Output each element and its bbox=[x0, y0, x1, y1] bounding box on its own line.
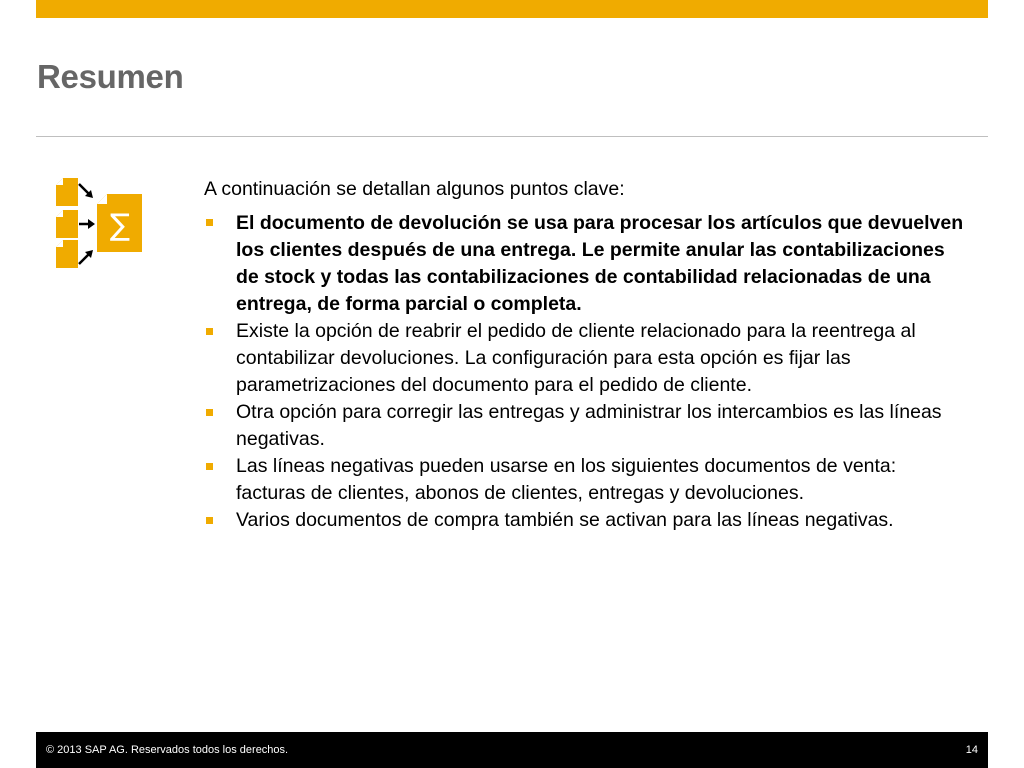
document-icon-3 bbox=[56, 240, 78, 268]
top-accent-bar bbox=[36, 0, 988, 18]
bullet-text: Otra opción para corregir las entregas y administrar los intercambios es las líneas negativas. bbox=[236, 401, 942, 450]
document-icon-1 bbox=[56, 178, 78, 206]
documents-to-summary-icon bbox=[56, 178, 148, 274]
bullet-text: Varios documentos de compra también se activan para las líneas negativas. bbox=[236, 509, 894, 531]
svg-text:∑: ∑ bbox=[109, 208, 131, 243]
bullet-item bbox=[204, 453, 964, 507]
bullet-square-icon bbox=[206, 409, 213, 416]
bullet-text: El documento de devolución se usa para procesar los artículos que devuelven los clientes después de una entrega. Le permite anular las contabilizaciones de stock y todas las contabilizaciones de contabilidad relacionadas de una entrega, de forma parcial o completa. bbox=[236, 212, 964, 315]
title-divider bbox=[36, 136, 988, 137]
page-number: 14 bbox=[965, 744, 978, 756]
slide-title: Resumen bbox=[37, 58, 184, 95]
sigma-document-icon bbox=[97, 194, 142, 252]
bullet-item bbox=[204, 318, 964, 399]
bullet-list bbox=[204, 210, 964, 534]
bullet-square-icon bbox=[206, 517, 213, 524]
bullet-item bbox=[204, 399, 964, 453]
bullet-square-icon bbox=[206, 328, 213, 335]
bullet-item bbox=[204, 507, 964, 534]
bullet-item bbox=[204, 210, 964, 318]
bullet-square-icon bbox=[206, 219, 213, 226]
footer-bar bbox=[36, 732, 988, 768]
bullet-text: Existe la opción de reabrir el pedido de cliente relacionado para la reentrega al contabilizar devoluciones. La configuración para esta opción es fijar las parametrizaciones del documento para el pedido de cliente. bbox=[236, 320, 916, 396]
document-icon-2 bbox=[56, 210, 78, 238]
copyright-text: © 2013 SAP AG. Reservados todos los derechos. bbox=[46, 744, 289, 756]
arrow-icon-1 bbox=[79, 184, 93, 198]
bullet-text: Las líneas negativas pueden usarse en los siguientes documentos de venta: facturas de clientes, abonos de clientes, entregas y devoluciones. bbox=[236, 455, 897, 504]
intro-text: A continuación se detallan algunos puntos clave: bbox=[204, 178, 625, 200]
arrow-icon-2 bbox=[79, 219, 95, 229]
bullet-square-icon bbox=[206, 463, 213, 470]
arrow-icon-3 bbox=[79, 250, 93, 264]
slide-content bbox=[204, 176, 964, 534]
